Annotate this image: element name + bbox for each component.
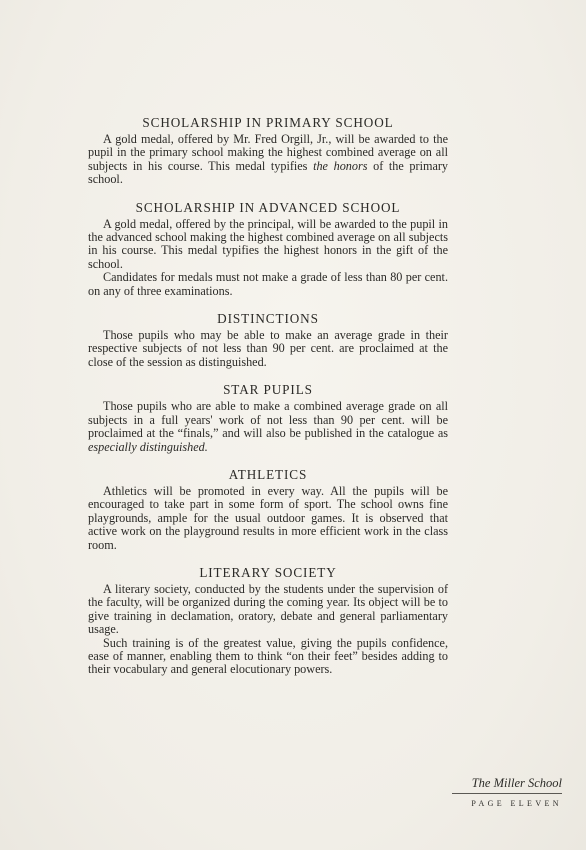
section-paragraph bbox=[88, 637, 448, 677]
section-paragraph bbox=[88, 485, 448, 552]
section-paragraph bbox=[88, 218, 448, 272]
paragraph-text: Candidates for medals must not make a grade of less than 80 per cent. on any of three examinations. bbox=[88, 270, 448, 298]
paragraph-text: A literary society, conducted by the students under the supervision of the faculty, will be organized during the coming year. Its object will be to give training in declamation, oratory, debate and general parliamentary usage. bbox=[88, 581, 448, 637]
section-heading: SCHOLARSHIP IN PRIMARY SCHOOL bbox=[142, 115, 394, 130]
paragraph-text: A gold medal, offered by Mr. Fred Orgill, Jr., will be awarded to the pupil in the primary school making the highest combined average on all subjects in his course. This medal typifies bbox=[88, 132, 448, 173]
paragraph-text: Such training is of the greatest value, giving the pupils confidence, ease of manner, enabling them to think “on their feet” besides adding to their vocabulary and general elocutionary powers. bbox=[88, 635, 448, 677]
footer-school-name: The Miller School bbox=[452, 776, 562, 794]
section-heading: STAR PUPILS bbox=[223, 382, 313, 398]
section-paragraph bbox=[88, 329, 448, 369]
section-star-pupils bbox=[88, 381, 448, 454]
section-heading: LITERARY SOCIETY bbox=[199, 564, 337, 580]
section-scholarship-advanced bbox=[88, 199, 448, 298]
footer-page-number: PAGE ELEVEN bbox=[471, 799, 562, 808]
paragraph-text: Those pupils who are able to make a combined average grade on all subjects in a full years' work of not less than 90 per cent. will be proclaimed at the “finals,” and will also be published in the catalogue as bbox=[88, 399, 448, 441]
section-paragraph bbox=[88, 400, 448, 454]
section-heading: DISTINCTIONS bbox=[217, 311, 319, 327]
paragraph-emphasis: especially distinguished. bbox=[88, 439, 208, 454]
paragraph-text: Athletics will be promoted in every way. All the pupils will be encouraged to take part in some form of sport. The school owns fine playgrounds, ample for the usual outdoor games. It is observed that active work on the playground results in more efficient work in the class room. bbox=[88, 483, 448, 552]
page-content bbox=[88, 114, 448, 689]
paragraph-text: Those pupils who may be able to make an average grade in their respective subjects of not less than 90 per cent. are proclaimed at the close of the session as distinguished. bbox=[88, 328, 448, 369]
section-paragraph bbox=[88, 133, 448, 187]
section-literary-society bbox=[88, 564, 448, 677]
paragraph-emphasis: the honors bbox=[313, 158, 368, 173]
section-paragraph bbox=[88, 271, 448, 298]
section-heading: ATHLETICS bbox=[228, 466, 308, 482]
section-distinctions bbox=[88, 310, 448, 369]
page-footer bbox=[452, 776, 562, 808]
paragraph-text: A gold medal, offered by the principal, will be awarded to the pupil in the advanced school making the highest combined average on all subjects in his course. This medal typifies the highest honors in the gift of the school. bbox=[88, 216, 448, 271]
section-athletics bbox=[88, 466, 448, 552]
section-paragraph bbox=[88, 583, 448, 637]
section-scholarship-primary bbox=[88, 114, 448, 187]
paragraph-text-tail: of the primary school. bbox=[88, 158, 449, 187]
section-heading: SCHOLARSHIP IN ADVANCED SCHOOL bbox=[135, 199, 401, 215]
